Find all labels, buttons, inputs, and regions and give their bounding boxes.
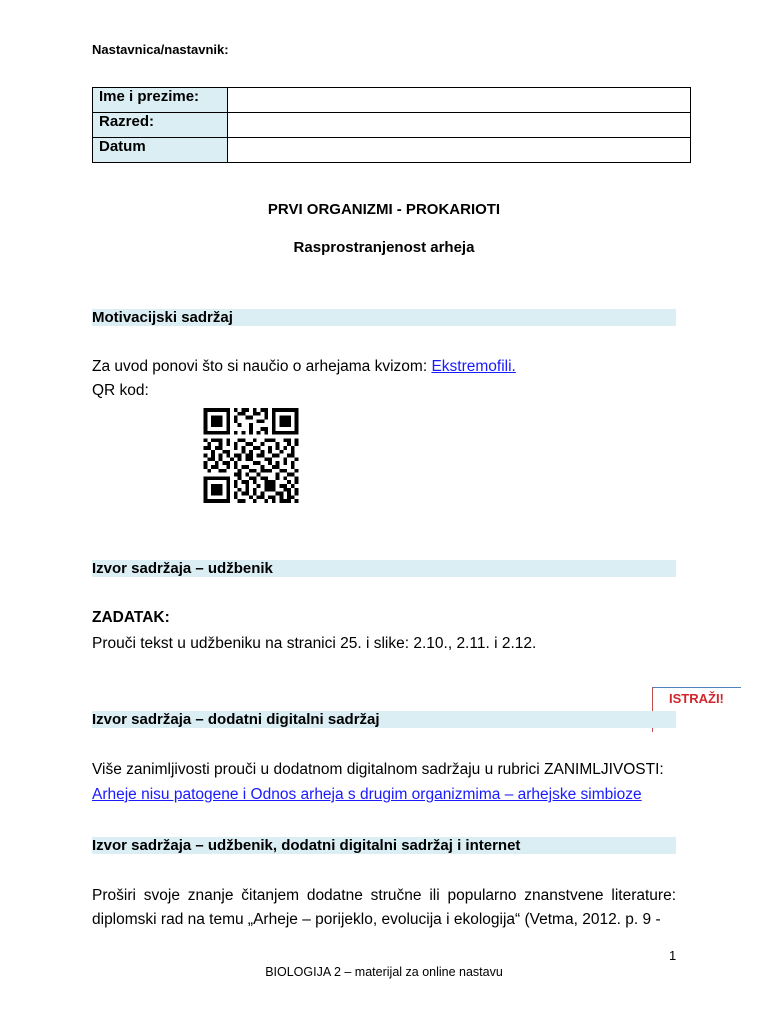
- section-heading-textbook: Izvor sadržaja – udžbenik: [92, 560, 676, 577]
- page-title: PRVI ORGANIZMI - PROKARIOTI: [267, 201, 501, 218]
- motivation-intro-text: Za uvod ponovi što si naučio o arhejama kvizom:: [92, 358, 432, 375]
- class-label: Razred:: [93, 113, 228, 138]
- section-heading-internet: Izvor sadržaja – udžbenik, dodatni digitalni sadržaj i internet: [92, 837, 676, 854]
- name-label: Ime i prezime:: [93, 88, 228, 113]
- page-subtitle: Rasprostranjenost arheja: [293, 239, 475, 256]
- qr-code-image[interactable]: [201, 408, 301, 503]
- table-row: [93, 113, 691, 138]
- table-row: [93, 88, 691, 113]
- motivation-intro: [92, 355, 516, 379]
- page-number: 1: [669, 948, 677, 963]
- name-field[interactable]: [228, 88, 691, 113]
- task-label: ZADATAK:: [92, 609, 170, 626]
- date-label: Datum: [93, 138, 228, 163]
- table-row: [93, 138, 691, 163]
- class-field[interactable]: [228, 113, 691, 138]
- quiz-link[interactable]: Ekstremofili.: [431, 358, 516, 375]
- teacher-label: Nastavnica/nastavnik:: [92, 42, 229, 57]
- digital-text: Više zanimljivosti prouči u dodatnom digitalnom sadržaju u rubrici ZANIMLJIVOSTI:: [92, 761, 664, 778]
- task-text: Prouči tekst u udžbeniku na stranici 25. i slike: 2.10., 2.11. i 2.12.: [92, 635, 537, 652]
- qr-label: QR kod:: [92, 382, 149, 399]
- student-info-table: [92, 87, 691, 163]
- footer-text: BIOLOGIJA 2 – materijal za online nastavu: [265, 965, 503, 979]
- internet-text: Proširi svoje znanje čitanjem dodatne stručne ili popularno znanstvene literature: diplomski rad na temu „Arheje – porijeklo, evolucija i ekologija“ (Vetma, 2012. p. 9 -: [92, 887, 676, 928]
- section-heading-motivation: Motivacijski sadržaj: [92, 309, 676, 326]
- digital-content-link[interactable]: Arheje nisu patogene i Odnos arheja s drugim organizmima – arhejske simbioze: [92, 786, 642, 803]
- istrazi-badge-label: ISTRAŽI!: [669, 691, 724, 706]
- section-heading-digital: Izvor sadržaja – dodatni digitalni sadržaj: [92, 711, 676, 728]
- date-field[interactable]: [228, 138, 691, 163]
